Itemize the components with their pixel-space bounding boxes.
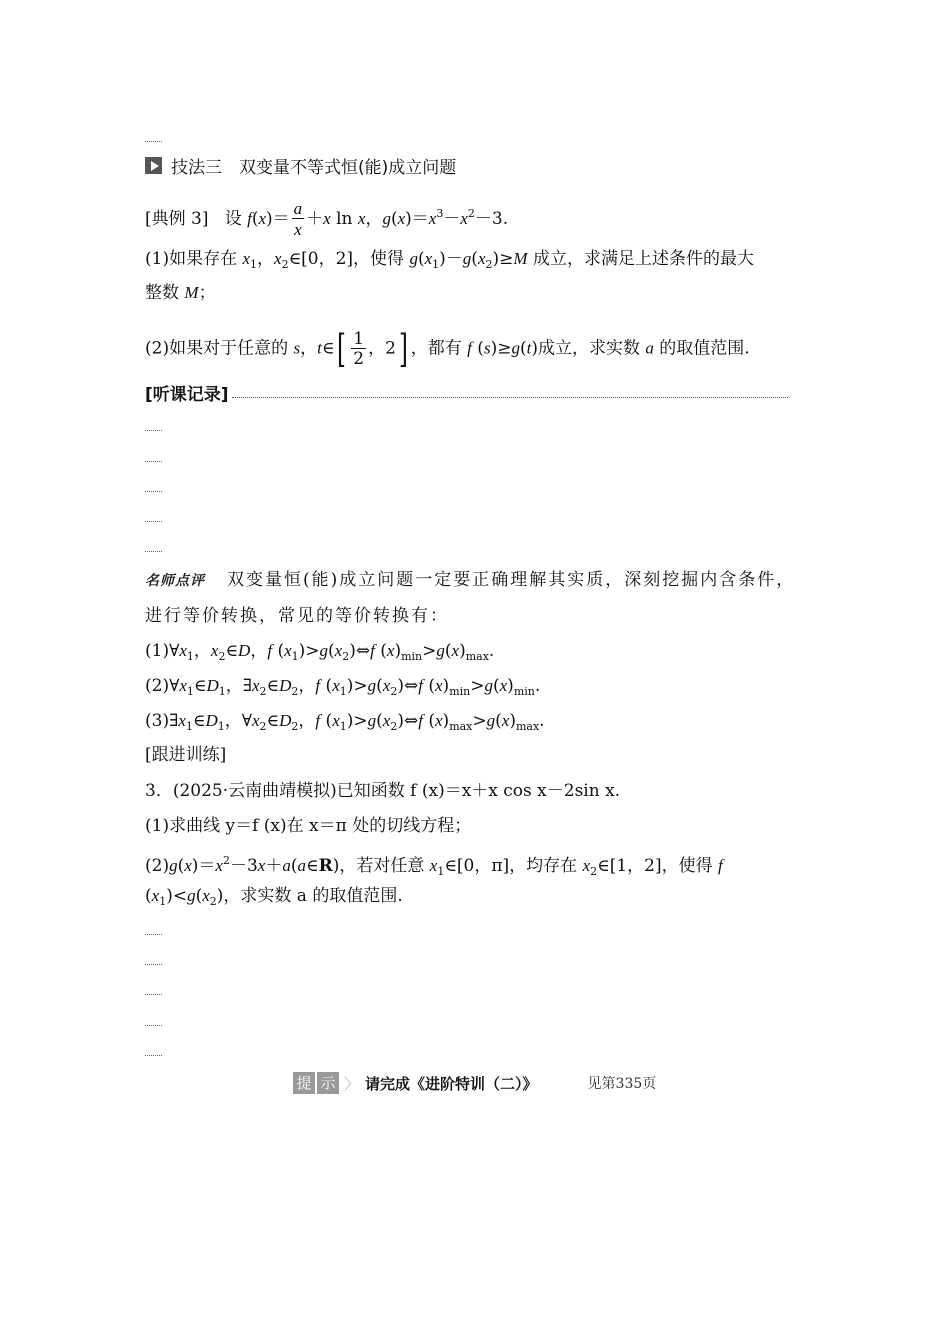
teacher-comment-text-2: 进行等价转换，常见的等价转换有： xyxy=(145,606,449,626)
example-statement: [典例 3] 设 f(x)＝ $\frac{a}{x}$ ＋x ln x，$g(x)=x^3-x^2-3$. xyxy=(145,199,509,239)
exercise-part-2-end: 求实数 a 的取值范围. xyxy=(240,886,403,906)
record-label: [听课记录] xyxy=(145,385,229,405)
answer-dotted-line xyxy=(145,964,162,965)
problem1-end: 成立，求满足上述条件的最大 xyxy=(532,249,754,269)
fraction-one-half: $\frac{1}{2}$ xyxy=(353,328,365,369)
answer-dotted-line xyxy=(145,521,162,522)
tip-badge-char: 提 xyxy=(293,1072,315,1094)
tip-bar xyxy=(293,1072,656,1094)
section-heading xyxy=(145,153,456,178)
section-heading-text: 技法三 双变量不等式恒(能)成立问题 xyxy=(171,158,457,178)
teacher-comment xyxy=(145,568,808,593)
teacher-comment-text: 双变量恒(能)成立问题一定要正确理解其实质，深刻挖掘内含条件， xyxy=(227,570,796,590)
record-rule xyxy=(232,397,788,398)
fraction-a-over-x: $\frac{a}{x}$ xyxy=(293,199,303,239)
answer-dotted-line xyxy=(145,934,162,935)
follow-up-label: [跟进训练] xyxy=(145,745,227,765)
teacher-comment-badge: 名师点评 xyxy=(145,573,205,589)
answer-dotted-line xyxy=(145,1055,162,1056)
answer-dotted-line xyxy=(145,551,162,552)
answer-dotted-line xyxy=(145,491,162,492)
equivalence-2: $(2)\forall x_1\in D_1$，$\exists x_2\in D_2$，f $(x_1)>g(x_2)\Leftrightarrow f$ $(x)_{min}>g(x)_{min}$. xyxy=(145,676,541,698)
answer-dotted-line xyxy=(145,1025,162,1026)
example-label: [典例 3] xyxy=(145,209,209,229)
answer-dotted-line xyxy=(145,461,162,462)
play-triangle-icon xyxy=(145,157,162,174)
equivalence-3: $(3)\exists x_1\in D_1$，$\forall x_2\in D_2$，f $(x_1)>g(x_2)\Leftrightarrow f$ $(x)_{max}>g(x)_{max}$. xyxy=(145,711,545,733)
tip-badge-char: 示 xyxy=(317,1072,339,1094)
chevron-right-icon: 〉 xyxy=(344,1074,360,1093)
example-intro: 设 xyxy=(224,209,242,229)
exercise-part-2: $(2)g(x)=x^2-3x+a(a\in R)$，若对任意 $x_1\in[0$，π]，均存在 $x_2\in[1$，2]，使得 f xyxy=(145,854,723,878)
example-problem-2: (2)如果对于任意的 s，t∈[ $\frac{1}{2}$ ，2] ，都有 f (s)≥g(t)成立，求实数 a 的取值范围. xyxy=(145,327,750,371)
example-problem-1-line2: 整数 M； xyxy=(145,283,216,303)
answer-dotted-line xyxy=(145,430,162,431)
example-problem-1: (1)如果存在 $x_1$，$x_2\in[0$，2]，使得 $g(x_1)-g(x_2)\ge M$ 成立，求满足上述条件的最大 xyxy=(145,249,754,271)
tip-message: 请完成《进阶特训（二）》 xyxy=(365,1074,538,1093)
exercise-part-1: (1)求曲线 y＝f (x)在 x＝π 处的切线方程； xyxy=(145,816,472,836)
exercise-intro: 3．(2025·云南曲靖模拟)已知函数 f (x)＝x＋x cos x－2sin x. xyxy=(145,781,621,801)
equivalence-1: $(1)\forall x_1$，$x_2\in D$，f $(x_1)>g(x_2)\Leftrightarrow f$ $(x)_{min}>g(x)_{max}$. xyxy=(145,641,495,663)
exercise-part-2-line2: $(x_1)<g(x_2)$，求实数 a 的取值范围. xyxy=(145,886,403,908)
answer-dotted-line xyxy=(145,994,162,995)
answer-dotted-line xyxy=(145,141,162,142)
tip-page-reference: 见第335页 xyxy=(587,1076,657,1092)
